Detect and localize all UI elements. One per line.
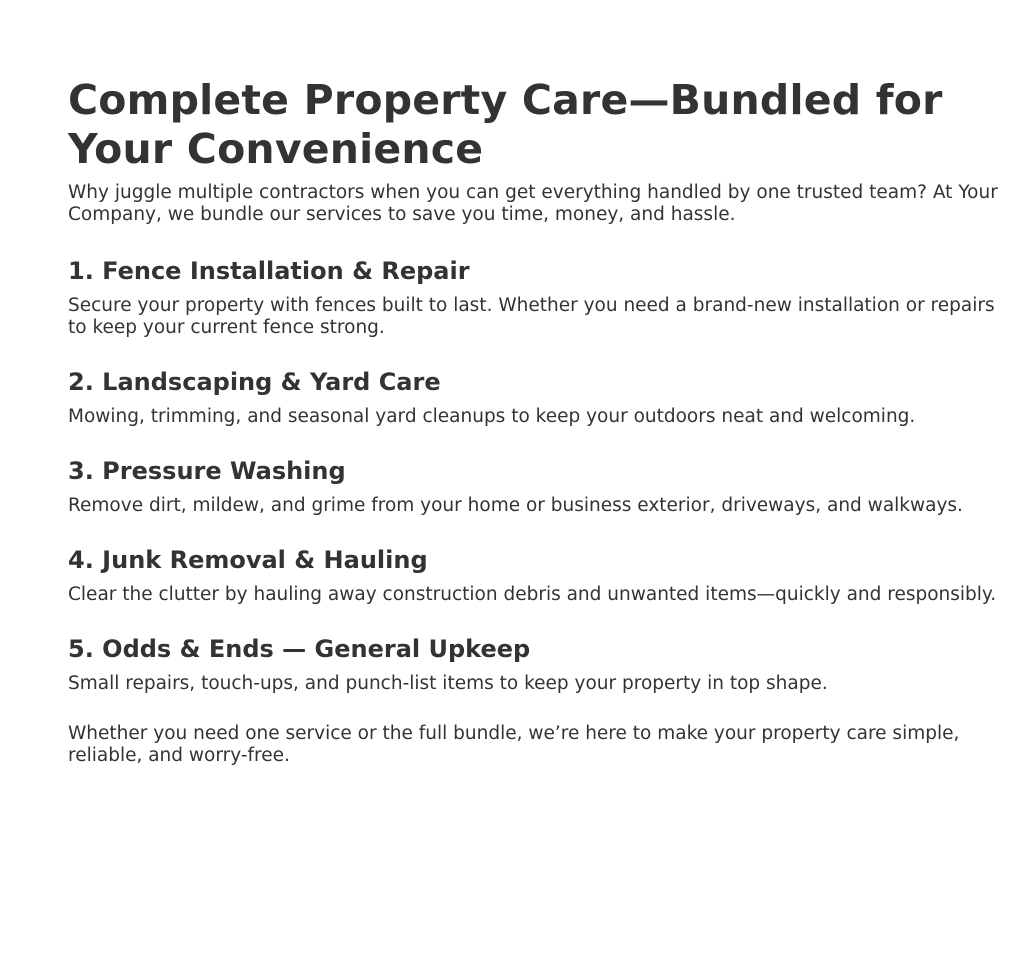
intro-paragraph: Why juggle multiple contractors when you can get everything handled by one trusted team? At Your Company, we bundle our services to save you time, money, and hassle. <box>68 182 998 225</box>
service-heading: 4. Junk Removal & Hauling <box>68 546 428 574</box>
service-description: Mowing, trimming, and seasonal yard cleanups to keep your outdoors neat and welcoming. <box>68 406 916 427</box>
service-heading: 3. Pressure Washing <box>68 457 346 485</box>
page-title: Complete Property Care—Bundled for Your Convenience <box>68 76 943 173</box>
service-description: Remove dirt, mildew, and grime from your home or business exterior, driveways, and walkways. <box>68 495 963 516</box>
service-pressure-washing <box>68 456 1018 517</box>
service-landscaping <box>68 367 1018 428</box>
service-heading: 5. Odds & Ends — General Upkeep <box>68 635 531 663</box>
service-heading: 2. Landscaping & Yard Care <box>68 368 441 396</box>
service-heading: 1. Fence Installation & Repair <box>68 257 470 285</box>
service-fence <box>68 256 1018 339</box>
service-description: Clear the clutter by hauling away construction debris and unwanted items—quickly and responsibly. <box>68 584 997 605</box>
closing-paragraph: Whether you need one service or the full bundle, we’re here to make your property care simple, reliable, and worry-free. <box>68 723 960 766</box>
service-general-upkeep <box>68 634 1018 695</box>
page-content <box>68 76 1018 767</box>
service-description: Secure your property with fences built to last. Whether you need a brand-new installation or repairs to keep your current fence strong. <box>68 295 995 338</box>
service-junk-removal <box>68 545 1018 606</box>
service-description: Small repairs, touch-ups, and punch-list items to keep your property in top shape. <box>68 673 828 694</box>
